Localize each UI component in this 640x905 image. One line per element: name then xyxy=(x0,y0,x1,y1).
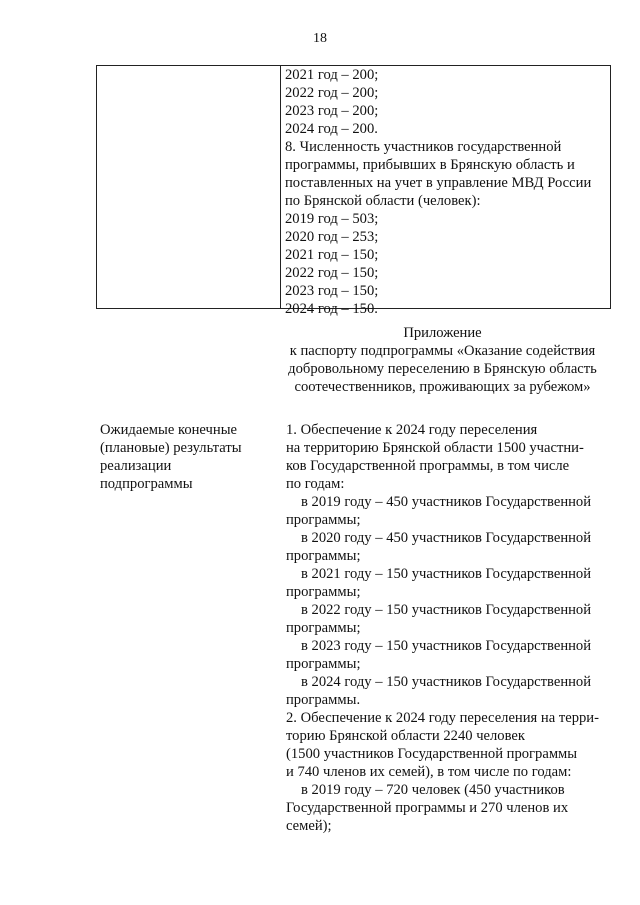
table-column-divider xyxy=(280,66,281,308)
table-text-line: 2021 год – 200; xyxy=(285,67,379,83)
table-text-line: 2020 год – 253; xyxy=(285,229,379,245)
table-text-line: 2023 год – 150; xyxy=(285,283,379,299)
results-body-line: программы; xyxy=(286,656,361,672)
results-label-line: Ожидаемые конечные xyxy=(100,422,237,438)
results-body-line: в 2019 году – 450 участников Государственной xyxy=(301,494,592,510)
results-body-line: Государственной программы и 270 членов их xyxy=(286,800,569,816)
results-body-line: семей); xyxy=(286,818,332,834)
table-text-line: программы, прибывших в Брянскую область и xyxy=(285,157,575,173)
results-body-line: программы; xyxy=(286,548,361,564)
appendix-line: к паспорту подпрограммы «Оказание содействия xyxy=(289,343,596,359)
results-body-line: по годам: xyxy=(286,476,345,492)
results-body-line: торию Брянской области 2240 человек xyxy=(286,728,525,744)
results-body-line: программы; xyxy=(286,512,361,528)
results-body-line: в 2022 году – 150 участников Государственной xyxy=(301,602,592,618)
results-body-line: в 2024 году – 150 участников Государственной xyxy=(301,674,592,690)
table-text-line: 2024 год – 150. xyxy=(285,301,378,317)
appendix-heading xyxy=(270,324,615,396)
table-text-line: 2019 год – 503; xyxy=(285,211,379,227)
table-text-line: 2023 год – 200; xyxy=(285,103,379,119)
results-body-line: ков Государственной программы, в том числе xyxy=(286,458,570,474)
results-label-line: (плановые) результаты xyxy=(100,440,242,456)
results-body-line: и 740 членов их семей), в том числе по годам: xyxy=(286,764,572,780)
results-body-line: программы; xyxy=(286,620,361,636)
table-text-line: 8. Численность участников государственной xyxy=(285,139,562,155)
table-text-line: 2022 год – 200; xyxy=(285,85,379,101)
results-label xyxy=(100,421,280,493)
results-body-line: в 2021 году – 150 участников Государственной xyxy=(301,566,592,582)
appendix-title: Приложение xyxy=(403,325,482,341)
results-body-line: в 2020 году – 450 участников Государственной xyxy=(301,530,592,546)
results-body-line: в 2019 году – 720 человек (450 участников xyxy=(301,782,565,798)
appendix-line: добровольному переселению в Брянскую область xyxy=(288,361,597,377)
results-body-line: программы; xyxy=(286,584,361,600)
page-number: 18 xyxy=(313,31,327,46)
results-body-line: 1. Обеспечение к 2024 году переселения xyxy=(286,422,538,438)
results-body-line: на территорию Брянской области 1500 участни- xyxy=(286,440,584,456)
results-body-line: 2. Обеспечение к 2024 году переселения на терри- xyxy=(286,710,599,726)
indicators-table xyxy=(96,65,611,317)
table-text-line: 2021 год – 150; xyxy=(285,247,379,263)
results-body-line: (1500 участников Государственной программы xyxy=(286,746,578,762)
results-body-line: программы. xyxy=(286,692,361,708)
table-text-line: поставленных на учет в управление МВД России xyxy=(285,175,592,191)
table-text-line: 2024 год – 200. xyxy=(285,121,378,137)
results-body-line: в 2023 году – 150 участников Государственной xyxy=(301,638,592,654)
results-label-line: подпрограммы xyxy=(100,476,193,492)
table-right-cell xyxy=(285,66,604,318)
appendix-subtitle xyxy=(270,342,615,396)
table-text-line: 2022 год – 150; xyxy=(285,265,379,281)
appendix-line: соотечественников, проживающих за рубежом» xyxy=(294,379,591,395)
table-text-line: по Брянской области (человек): xyxy=(285,193,481,209)
results-label-line: реализации xyxy=(100,458,172,474)
results-body xyxy=(286,421,616,835)
